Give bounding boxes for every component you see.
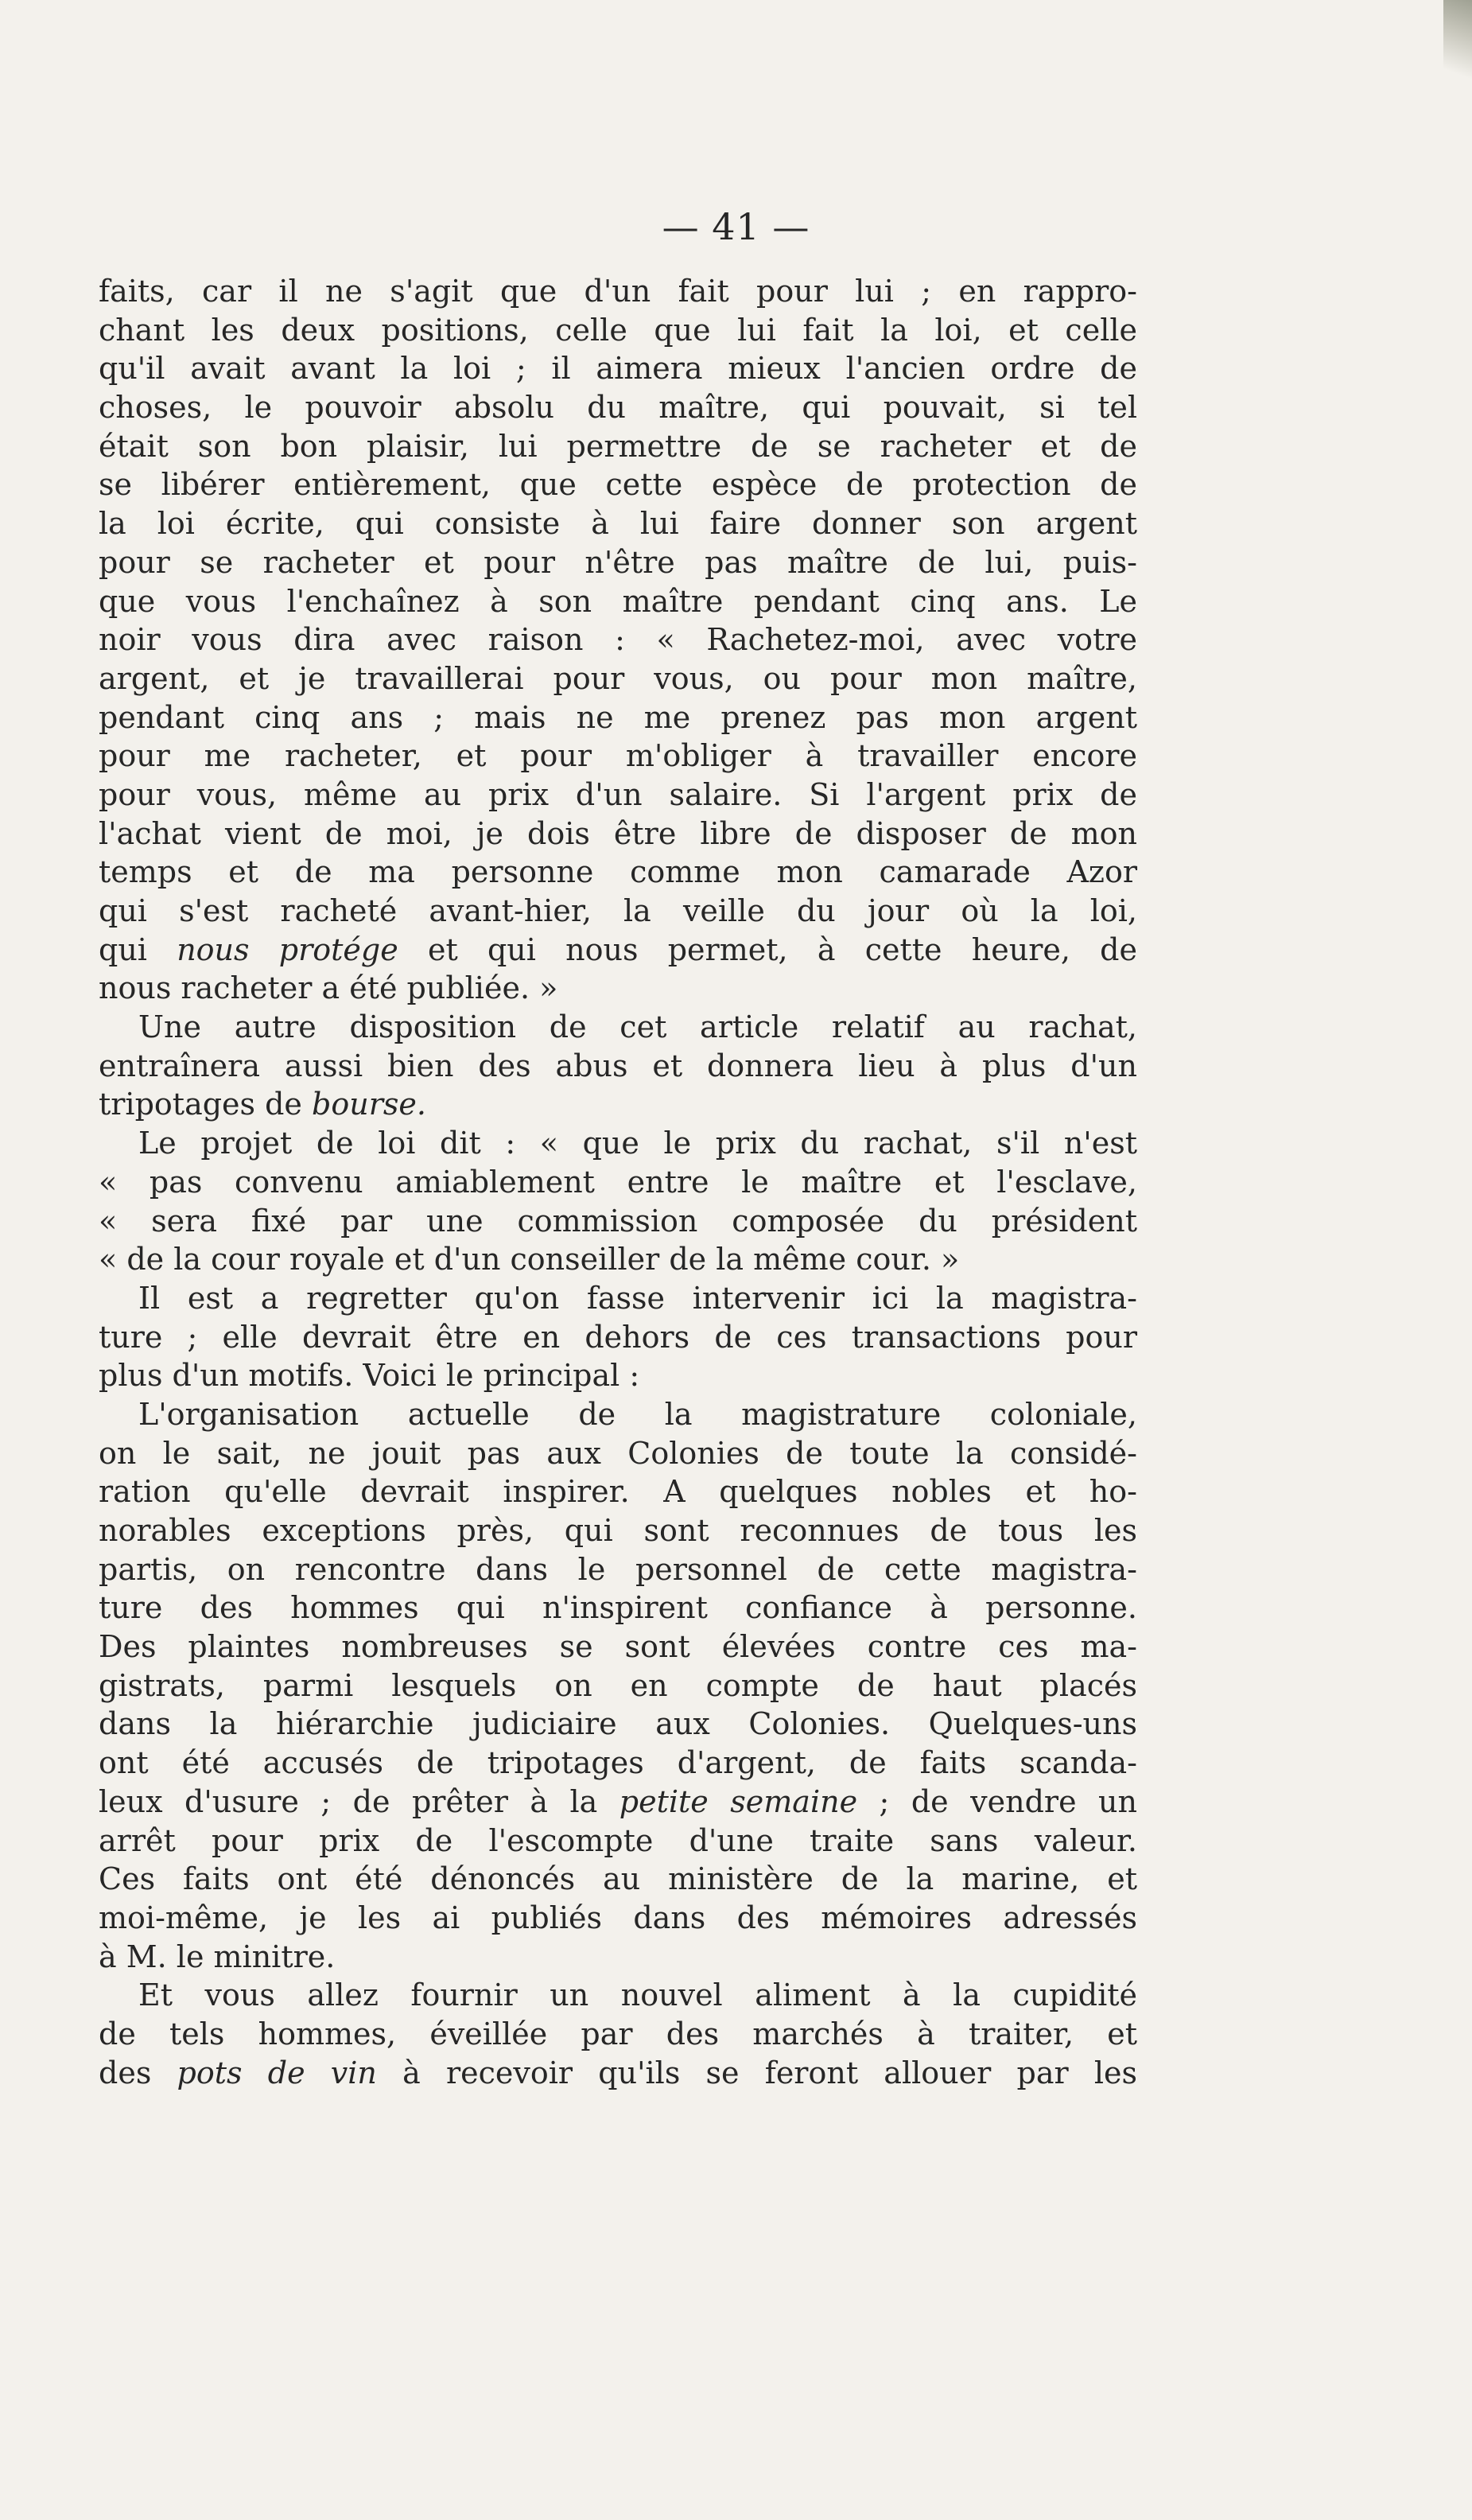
line-text: plus d'un motifs. Voici le principal : (99, 1358, 640, 1394)
line-text: de tels hommes, éveillée par des marchés à traiter, et (99, 2016, 1137, 2051)
page-corner-shadow (1443, 0, 1472, 95)
line-text: qui s'est racheté avant-hier, la veille du jour où la loi, (99, 893, 1137, 928)
line-text: arrêt pour prix de l'escompte d'une traite sans valeur. (99, 1822, 1137, 1858)
line-text: choses, le pouvoir absolu du maître, qui pouvait, si tel (99, 390, 1137, 426)
text-line (99, 543, 1137, 582)
text-line (99, 1589, 1137, 1628)
text-line (99, 349, 1137, 388)
line-text: pour vous, même au prix d'un salaire. Si l'argent prix de (99, 776, 1137, 812)
line-text: que vous l'enchaînez à son maître pendant cinq ans. Le (99, 583, 1137, 619)
text-line (99, 1938, 1137, 1977)
line-text: des (99, 2055, 177, 2090)
line-text: Des plaintes nombreuses se sont élevées contre ces ma- (99, 1629, 1137, 1665)
line-text: était son bon plaisir, lui permettre de se racheter et de (99, 428, 1137, 464)
line-text: entraînera aussi bien des abus et donnera lieu à plus d'un (99, 1048, 1137, 1083)
line-text: faits, car il ne s'agit que d'un fait pour lui ; en rappro- (99, 274, 1137, 309)
text-line (99, 931, 1137, 970)
text-line (99, 737, 1137, 776)
italic-text: pots de vin (177, 2055, 377, 2090)
line-text: qu'il avait avant la loi ; il aimera mieux l'ancien ordre de (99, 351, 1137, 387)
line-text: « pas convenu amiablement entre le maître et l'esclave, (99, 1164, 1137, 1200)
text-line (99, 1550, 1137, 1589)
text-line (99, 969, 1137, 1008)
line-text: pour se racheter et pour n'être pas maître de lui, puis- (99, 544, 1137, 580)
line-text: à recevoir qu'ils se feront allouer par les (376, 2055, 1138, 2090)
text-line (99, 388, 1137, 427)
line-text: ture des hommes qui n'inspirent confiance à personne. (99, 1590, 1137, 1626)
line-text: et qui nous permet, à cette heure, de (398, 931, 1137, 967)
text-line (99, 1395, 1137, 1434)
italic-text: petite semaine (619, 1783, 858, 1819)
line-text: Il est a regretter qu'on fasse intervenir ici la magistra- (138, 1280, 1137, 1316)
line-text: noir vous dira avec raison : « Rachetez-moi, avec votre (99, 622, 1137, 658)
line-text: tripotages de (99, 1087, 313, 1122)
text-line (99, 1511, 1137, 1550)
text-line (99, 311, 1137, 350)
line-text: dans la hiérarchie judiciaire aux Colonies. Quelques-uns (99, 1706, 1137, 1742)
text-line (99, 1434, 1137, 1473)
line-text: « sera fixé par une commission composée du président (99, 1203, 1137, 1239)
text-line (99, 1822, 1137, 1861)
text-line (99, 1976, 1137, 2015)
text-line (99, 1124, 1137, 1163)
text-line (99, 620, 1137, 659)
text-line (99, 1705, 1137, 1744)
line-text: l'achat vient de moi, je dois être libre de disposer de mon (99, 815, 1137, 851)
text-line (99, 2054, 1137, 2093)
line-text: L'organisation actuelle de la magistrature coloniale, (138, 1396, 1137, 1432)
text-line (99, 1666, 1137, 1705)
line-text: moi-même, je les ai publiés dans des mémoires adressés (99, 1900, 1137, 1935)
text-line (99, 815, 1137, 854)
text-line (99, 427, 1137, 466)
line-text: ture ; elle devrait être en dehors de ces transactions pour (99, 1319, 1137, 1355)
italic-text: bourse. (312, 1087, 426, 1122)
line-text: pour me racheter, et pour m'obliger à travailler encore (99, 738, 1137, 774)
line-text: ; de vendre un (857, 1783, 1137, 1819)
text-line (99, 1783, 1137, 1822)
line-text: « de la cour royale et d'un conseiller de la même cour. » (99, 1242, 960, 1278)
line-text: on le sait, ne jouit pas aux Colonies de toute la considé- (99, 1435, 1137, 1471)
line-text: gistrats, parmi lesquels on en compte de haut placés (99, 1667, 1137, 1703)
line-text: à M. le minitre. (99, 1939, 336, 1974)
text-line (99, 465, 1137, 504)
text-line (99, 504, 1137, 543)
line-text: la loi écrite, qui consiste à lui faire donner son argent (99, 506, 1137, 542)
text-line (99, 1356, 1137, 1395)
line-text: argent, et je travaillerai pour vous, ou pour mon maître, (99, 660, 1137, 696)
text-line (99, 582, 1137, 621)
line-text: Le projet de loi dit : « que le prix du rachat, s'il n'est (138, 1126, 1137, 1161)
line-text: nous racheter a été publiée. » (99, 970, 558, 1006)
text-line (99, 1744, 1137, 1783)
text-line (99, 1628, 1137, 1666)
text-line (99, 776, 1137, 815)
line-text: chant les deux positions, celle que lui fait la loi, et celle (99, 312, 1137, 348)
line-text: partis, on rencontre dans le personnel de cette magistra- (99, 1551, 1137, 1587)
body-text (99, 272, 1137, 2092)
text-line (99, 1860, 1137, 1899)
text-line (99, 1202, 1137, 1241)
line-text: ration qu'elle devrait inspirer. A quelques nobles et ho- (99, 1474, 1137, 1510)
text-line (99, 1085, 1137, 1124)
line-text: ont été accusés de tripotages d'argent, de faits scanda- (99, 1745, 1137, 1781)
text-line (99, 853, 1137, 892)
text-line (99, 1318, 1137, 1357)
text-line (99, 2015, 1137, 2054)
text-line (99, 892, 1137, 931)
text-line (99, 659, 1137, 698)
line-text: pendant cinq ans ; mais ne me prenez pas mon argent (99, 699, 1137, 735)
text-line (99, 1279, 1137, 1318)
line-text: leux d'usure ; de prêter à la (99, 1783, 619, 1819)
text-line (99, 698, 1137, 737)
line-text: qui (99, 931, 177, 967)
text-line (99, 1240, 1137, 1279)
line-text: temps et de ma personne comme mon camarade Azor (99, 854, 1137, 890)
text-line (99, 1899, 1137, 1938)
text-line (99, 272, 1137, 311)
italic-text: nous protége (177, 931, 398, 967)
line-text: Et vous allez fournir un nouvel aliment à la cupidité (138, 1978, 1137, 2013)
text-line (99, 1047, 1137, 1086)
line-text: Ces faits ont été dénoncés au ministère de la marine, et (99, 1861, 1137, 1897)
text-line (99, 1163, 1137, 1202)
text-line (99, 1472, 1137, 1511)
text-line (99, 1008, 1137, 1047)
line-text: Une autre disposition de cet article relatif au rachat, (138, 1009, 1137, 1045)
page-number: — 41 — (662, 205, 810, 248)
line-text: se libérer entièrement, que cette espèce de protection de (99, 467, 1137, 503)
line-text: norables exceptions près, qui sont reconnues de tous les (99, 1513, 1137, 1548)
